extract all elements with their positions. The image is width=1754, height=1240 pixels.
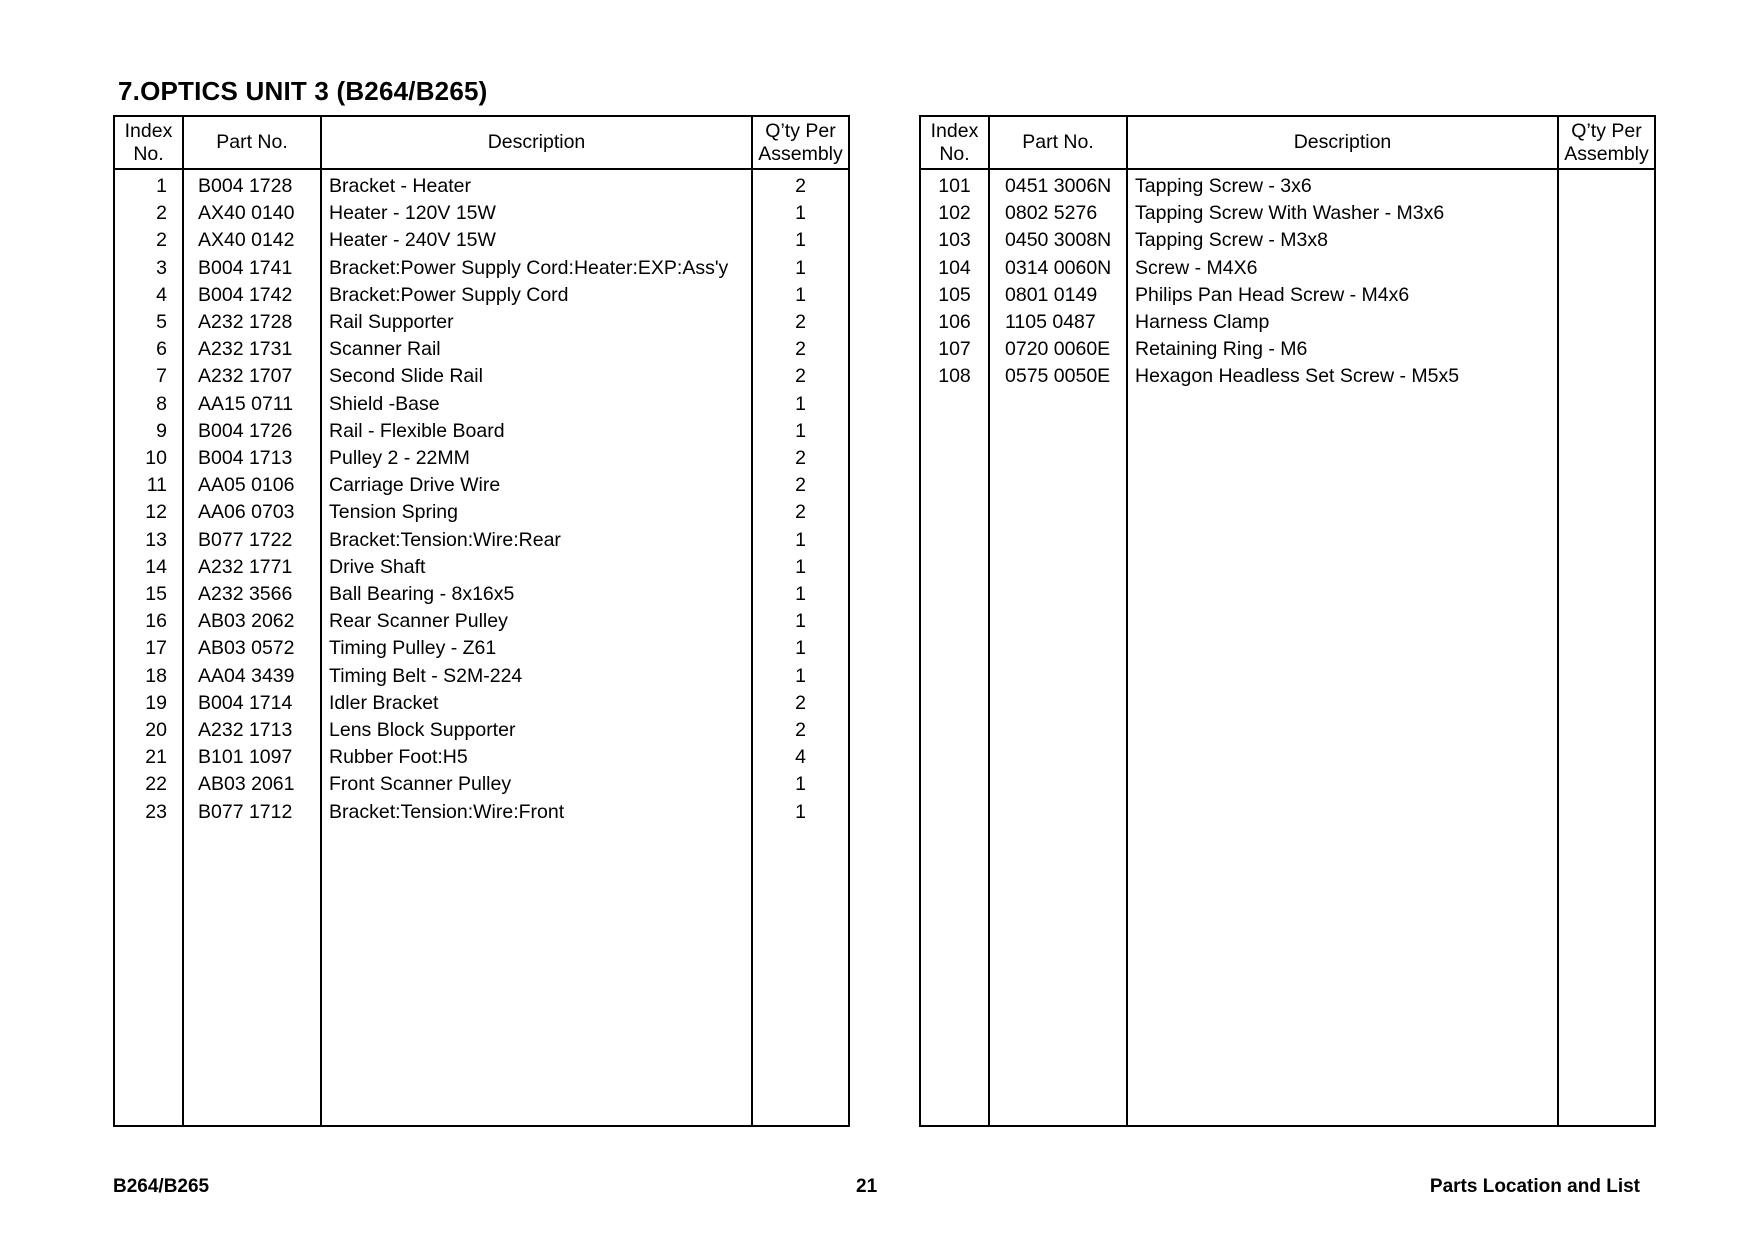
cell-index: 12 bbox=[114, 499, 183, 526]
cell-part-no: AA15 0711 bbox=[183, 391, 321, 418]
cell-qty bbox=[1558, 169, 1655, 200]
cell-description: Tension Spring bbox=[321, 499, 752, 526]
cell-qty: 1 bbox=[752, 391, 849, 418]
cell-qty bbox=[1558, 227, 1655, 254]
cell-qty: 1 bbox=[752, 799, 849, 826]
cell-part-no: 0801 0149 bbox=[989, 282, 1127, 309]
cell-part-no: 0314 0060N bbox=[989, 255, 1127, 282]
cell-qty: 2 bbox=[752, 169, 849, 200]
cell-part-no: A232 1731 bbox=[183, 336, 321, 363]
cell-index: 11 bbox=[114, 472, 183, 499]
cell-description: Philips Pan Head Screw - M4x6 bbox=[1127, 282, 1558, 309]
cell-part-no: AA06 0703 bbox=[183, 499, 321, 526]
table-row bbox=[920, 363, 1655, 390]
cell-index: 108 bbox=[920, 363, 989, 390]
cell-qty: 1 bbox=[752, 227, 849, 254]
cell-index: 4 bbox=[114, 282, 183, 309]
cell-description: Front Scanner Pulley bbox=[321, 771, 752, 798]
cell-index: 107 bbox=[920, 336, 989, 363]
cell-qty bbox=[1558, 200, 1655, 227]
parts-table-left bbox=[113, 115, 850, 1127]
cell-index: 18 bbox=[114, 663, 183, 690]
cell-part-no: AB03 0572 bbox=[183, 635, 321, 662]
header-index: Index No. bbox=[114, 116, 183, 169]
cell-description: Rail - Flexible Board bbox=[321, 418, 752, 445]
table-row bbox=[114, 581, 849, 608]
cell-description: Rubber Foot:H5 bbox=[321, 744, 752, 771]
table-row bbox=[114, 608, 849, 635]
cell-index: 20 bbox=[114, 717, 183, 744]
cell-qty: 2 bbox=[752, 309, 849, 336]
cell-description: Idler Bracket bbox=[321, 690, 752, 717]
table-row bbox=[920, 200, 1655, 227]
cell-part-no: AX40 0142 bbox=[183, 227, 321, 254]
table-row bbox=[114, 200, 849, 227]
table-row bbox=[114, 635, 849, 662]
cell-qty bbox=[1558, 282, 1655, 309]
cell-description: Hexagon Headless Set Screw - M5x5 bbox=[1127, 363, 1558, 390]
cell-qty: 1 bbox=[752, 663, 849, 690]
cell-part-no: B004 1714 bbox=[183, 690, 321, 717]
cell-index: 10 bbox=[114, 445, 183, 472]
cell-part-no: 0802 5276 bbox=[989, 200, 1127, 227]
table-row bbox=[114, 336, 849, 363]
cell-description: Timing Belt - S2M-224 bbox=[321, 663, 752, 690]
table-row bbox=[920, 309, 1655, 336]
cell-description: Second Slide Rail bbox=[321, 363, 752, 390]
cell-part-no: A232 1728 bbox=[183, 309, 321, 336]
parts-table-right bbox=[919, 115, 1656, 1127]
cell-description: Heater - 120V 15W bbox=[321, 200, 752, 227]
cell-index: 101 bbox=[920, 169, 989, 200]
cell-part-no: B004 1728 bbox=[183, 169, 321, 200]
cell-part-no: 0451 3006N bbox=[989, 169, 1127, 200]
footer-model: B264/B265 bbox=[113, 1176, 210, 1197]
cell-qty: 1 bbox=[752, 635, 849, 662]
cell-part-no: B077 1722 bbox=[183, 527, 321, 554]
cell-description: Screw - M4X6 bbox=[1127, 255, 1558, 282]
table-filler-row bbox=[114, 826, 849, 1126]
footer-page-number: 21 bbox=[856, 1176, 878, 1197]
cell-index: 6 bbox=[114, 336, 183, 363]
cell-qty bbox=[1558, 309, 1655, 336]
cell-index: 105 bbox=[920, 282, 989, 309]
cell-qty: 1 bbox=[752, 200, 849, 227]
table-row bbox=[114, 527, 849, 554]
cell-description: Lens Block Supporter bbox=[321, 717, 752, 744]
cell-qty: 1 bbox=[752, 581, 849, 608]
cell-index: 104 bbox=[920, 255, 989, 282]
cell-part-no: A232 3566 bbox=[183, 581, 321, 608]
cell-part-no: AA05 0106 bbox=[183, 472, 321, 499]
cell-index: 21 bbox=[114, 744, 183, 771]
cell-part-no: B077 1712 bbox=[183, 799, 321, 826]
cell-part-no: 0720 0060E bbox=[989, 336, 1127, 363]
cell-qty: 1 bbox=[752, 418, 849, 445]
cell-description: Drive Shaft bbox=[321, 554, 752, 581]
filler-cell bbox=[183, 826, 321, 1126]
table-filler-row bbox=[920, 391, 1655, 1126]
table-row bbox=[114, 554, 849, 581]
cell-qty: 2 bbox=[752, 499, 849, 526]
cell-part-no: AB03 2062 bbox=[183, 608, 321, 635]
cell-part-no: AB03 2061 bbox=[183, 771, 321, 798]
cell-qty bbox=[1558, 336, 1655, 363]
cell-qty: 2 bbox=[752, 445, 849, 472]
header-part-no: Part No. bbox=[989, 116, 1127, 169]
cell-part-no: A232 1771 bbox=[183, 554, 321, 581]
cell-index: 102 bbox=[920, 200, 989, 227]
header-index: Index No. bbox=[920, 116, 989, 169]
table-row bbox=[114, 472, 849, 499]
cell-qty: 2 bbox=[752, 690, 849, 717]
cell-index: 106 bbox=[920, 309, 989, 336]
cell-index: 13 bbox=[114, 527, 183, 554]
cell-index: 16 bbox=[114, 608, 183, 635]
table-row bbox=[920, 282, 1655, 309]
filler-cell bbox=[920, 391, 989, 1126]
cell-qty bbox=[1558, 363, 1655, 390]
cell-index: 103 bbox=[920, 227, 989, 254]
cell-description: Shield -Base bbox=[321, 391, 752, 418]
cell-qty: 4 bbox=[752, 744, 849, 771]
cell-qty bbox=[1558, 255, 1655, 282]
table-row bbox=[920, 227, 1655, 254]
table-header-row bbox=[920, 116, 1655, 169]
cell-part-no: A232 1707 bbox=[183, 363, 321, 390]
header-description: Description bbox=[1127, 116, 1558, 169]
table-row bbox=[114, 418, 849, 445]
cell-part-no: B101 1097 bbox=[183, 744, 321, 771]
cell-qty: 1 bbox=[752, 282, 849, 309]
header-qty: Q’ty Per Assembly bbox=[1558, 116, 1655, 169]
cell-description: Retaining Ring - M6 bbox=[1127, 336, 1558, 363]
cell-description: Carriage Drive Wire bbox=[321, 472, 752, 499]
table-row bbox=[114, 690, 849, 717]
cell-part-no: A232 1713 bbox=[183, 717, 321, 744]
cell-qty: 1 bbox=[752, 527, 849, 554]
cell-qty: 2 bbox=[752, 472, 849, 499]
filler-cell bbox=[1558, 391, 1655, 1126]
cell-part-no: AA04 3439 bbox=[183, 663, 321, 690]
cell-description: Scanner Rail bbox=[321, 336, 752, 363]
cell-part-no: B004 1713 bbox=[183, 445, 321, 472]
cell-part-no: 1105 0487 bbox=[989, 309, 1127, 336]
cell-qty: 1 bbox=[752, 554, 849, 581]
footer-section: Parts Location and List bbox=[1429, 1176, 1640, 1197]
cell-index: 2 bbox=[114, 200, 183, 227]
table-row bbox=[114, 717, 849, 744]
header-description: Description bbox=[321, 116, 752, 169]
cell-description: Heater - 240V 15W bbox=[321, 227, 752, 254]
cell-part-no: B004 1726 bbox=[183, 418, 321, 445]
cell-description: Bracket - Heater bbox=[321, 169, 752, 200]
table-row bbox=[114, 169, 849, 200]
cell-description: Bracket:Tension:Wire:Rear bbox=[321, 527, 752, 554]
cell-description: Rear Scanner Pulley bbox=[321, 608, 752, 635]
cell-description: Tapping Screw With Washer - M3x6 bbox=[1127, 200, 1558, 227]
table-row bbox=[114, 663, 849, 690]
table-row bbox=[114, 744, 849, 771]
cell-qty: 2 bbox=[752, 717, 849, 744]
cell-part-no: 0575 0050E bbox=[989, 363, 1127, 390]
cell-description: Ball Bearing - 8x16x5 bbox=[321, 581, 752, 608]
cell-index: 23 bbox=[114, 799, 183, 826]
filler-cell bbox=[752, 826, 849, 1126]
cell-index: 17 bbox=[114, 635, 183, 662]
cell-index: 19 bbox=[114, 690, 183, 717]
cell-index: 15 bbox=[114, 581, 183, 608]
filler-cell bbox=[114, 826, 183, 1126]
cell-index: 3 bbox=[114, 255, 183, 282]
cell-index: 14 bbox=[114, 554, 183, 581]
cell-part-no: B004 1742 bbox=[183, 282, 321, 309]
cell-description: Bracket:Power Supply Cord bbox=[321, 282, 752, 309]
table-row bbox=[114, 499, 849, 526]
table-row bbox=[920, 255, 1655, 282]
cell-part-no: AX40 0140 bbox=[183, 200, 321, 227]
cell-description: Bracket:Power Supply Cord:Heater:EXP:Ass'y bbox=[321, 255, 752, 282]
cell-description: Harness Clamp bbox=[1127, 309, 1558, 336]
filler-cell bbox=[321, 826, 752, 1126]
table-row bbox=[114, 799, 849, 826]
table-row bbox=[114, 771, 849, 798]
cell-index: 22 bbox=[114, 771, 183, 798]
filler-cell bbox=[989, 391, 1127, 1126]
cell-index: 7 bbox=[114, 363, 183, 390]
cell-description: Tapping Screw - M3x8 bbox=[1127, 227, 1558, 254]
table-header-row bbox=[114, 116, 849, 169]
table-row bbox=[114, 309, 849, 336]
cell-qty: 1 bbox=[752, 608, 849, 635]
cell-qty: 1 bbox=[752, 771, 849, 798]
table-row bbox=[114, 391, 849, 418]
cell-description: Tapping Screw - 3x6 bbox=[1127, 169, 1558, 200]
table-row bbox=[114, 282, 849, 309]
table-row bbox=[920, 336, 1655, 363]
filler-cell bbox=[1127, 391, 1558, 1126]
cell-qty: 2 bbox=[752, 336, 849, 363]
cell-part-no: 0450 3008N bbox=[989, 227, 1127, 254]
cell-index: 8 bbox=[114, 391, 183, 418]
cell-index: 2 bbox=[114, 227, 183, 254]
table-row bbox=[920, 169, 1655, 200]
header-qty: Q’ty Per Assembly bbox=[752, 116, 849, 169]
header-part-no: Part No. bbox=[183, 116, 321, 169]
table-row bbox=[114, 227, 849, 254]
cell-qty: 2 bbox=[752, 363, 849, 390]
cell-description: Rail Supporter bbox=[321, 309, 752, 336]
cell-description: Timing Pulley - Z61 bbox=[321, 635, 752, 662]
cell-index: 5 bbox=[114, 309, 183, 336]
page-title: 7.OPTICS UNIT 3 (B264/B265) bbox=[118, 76, 488, 106]
cell-index: 9 bbox=[114, 418, 183, 445]
table-row bbox=[114, 363, 849, 390]
table-row bbox=[114, 445, 849, 472]
cell-description: Pulley 2 - 22MM bbox=[321, 445, 752, 472]
cell-index: 1 bbox=[114, 169, 183, 200]
cell-qty: 1 bbox=[752, 255, 849, 282]
cell-part-no: B004 1741 bbox=[183, 255, 321, 282]
table-row bbox=[114, 255, 849, 282]
cell-description: Bracket:Tension:Wire:Front bbox=[321, 799, 752, 826]
